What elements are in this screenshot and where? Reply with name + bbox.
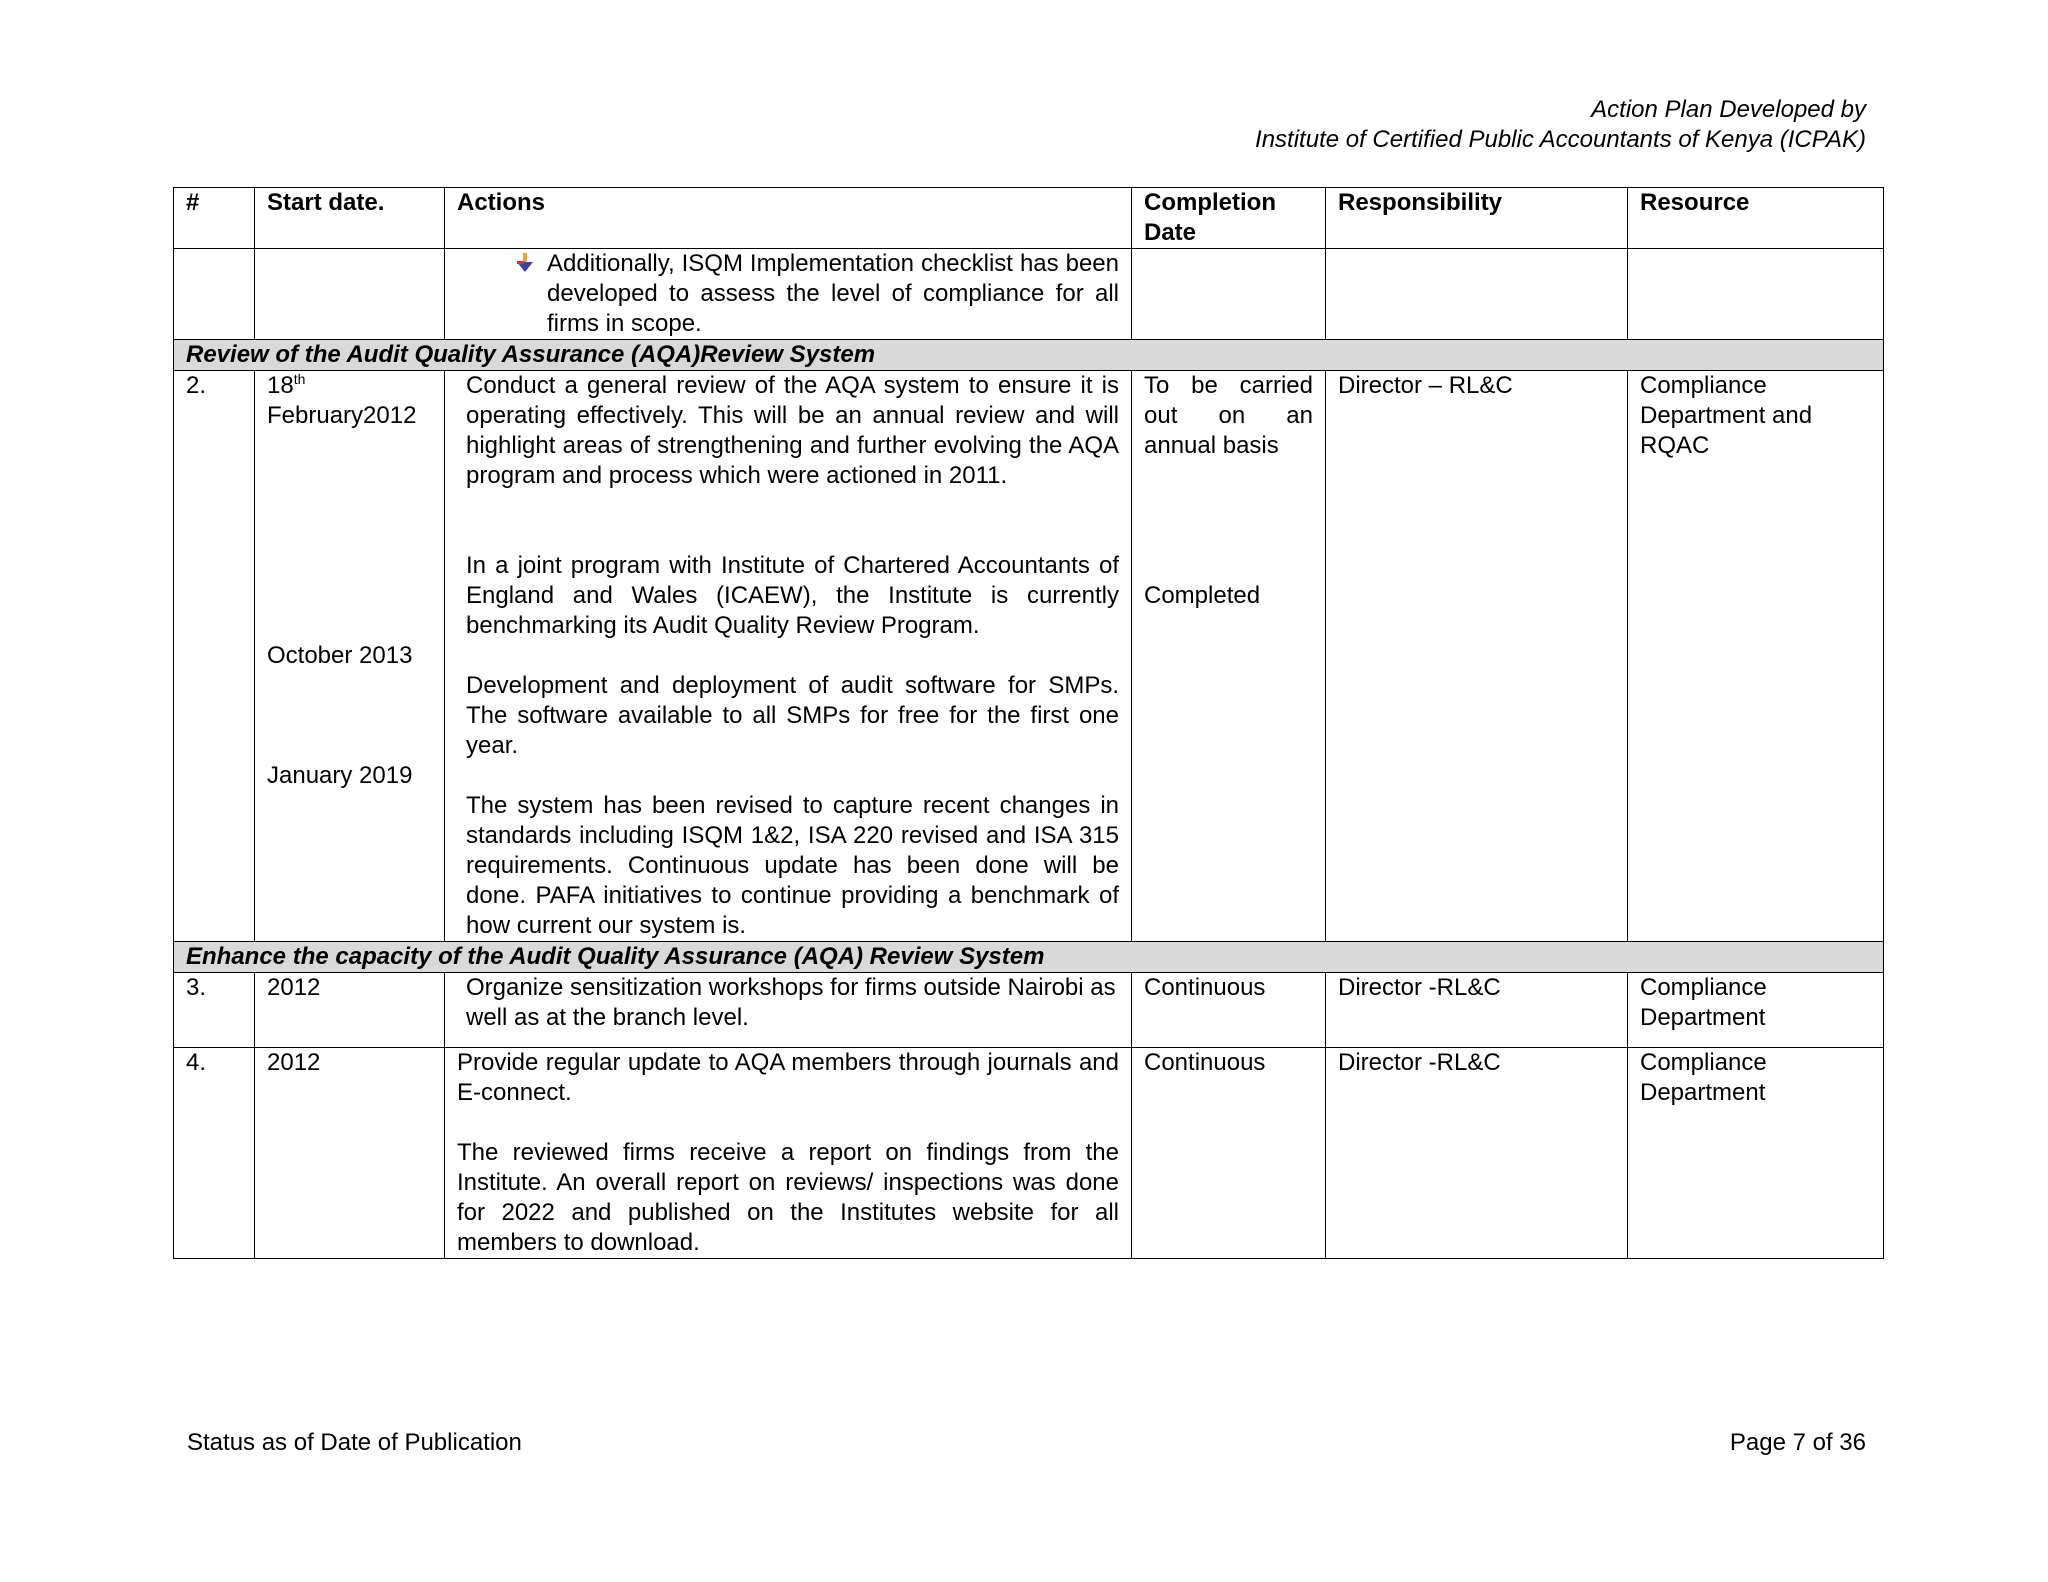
action-text-3: Development and deployment of audit software for SMPs. The software available to all SMPs for free for the first one year. <box>466 672 1119 759</box>
cell-completion-date: Continuous <box>1132 973 1326 1048</box>
table-row-4 <box>174 1048 1884 1259</box>
action-plan-table <box>173 187 1884 1259</box>
bullet-text: Additionally, ISQM Implementation checklist has been developed to assess the level of compliance for all firms in scope. <box>547 250 1119 337</box>
cell-resource: Compliance Department <box>1628 973 1884 1048</box>
section-title-enhance: Enhance the capacity of the Audit Quality Assurance (AQA) Review System <box>174 942 1884 973</box>
cell-completion-date <box>1132 371 1326 942</box>
cell-number: 4. <box>174 1048 255 1259</box>
page-header <box>1255 95 1866 155</box>
cell-actions <box>445 371 1132 942</box>
column-header-number: # <box>174 188 255 249</box>
start-date-1-month: February2012 <box>267 402 417 429</box>
column-header-start-date: Start date. <box>255 188 445 249</box>
cell-start-date <box>255 249 445 340</box>
cell-responsibility <box>1326 249 1628 340</box>
action-text-2: In a joint program with Institute of Chartered Accountants of England and Wales (ICAEW), the Institute is currently benchmarking its Audit Quality Review Program. <box>466 552 1119 639</box>
completion-text-2: Completed <box>1144 582 1261 609</box>
cell-start-date: 2012 <box>255 973 445 1048</box>
cell-completion-date: Continuous <box>1132 1048 1326 1259</box>
bullet-item <box>457 249 1119 339</box>
footer-page-number: Page 7 of 36 <box>1729 1429 1866 1456</box>
cell-start-date: 2012 <box>255 1048 445 1259</box>
start-date-3: January 2019 <box>267 762 413 789</box>
table-row-2 <box>174 371 1884 942</box>
header-line-1: Action Plan Developed by <box>1591 96 1866 123</box>
cell-number <box>174 249 255 340</box>
completion-text-1: To be carried out on an annual basis <box>1144 372 1313 459</box>
cell-actions <box>445 249 1132 340</box>
cell-actions <box>445 1048 1132 1259</box>
column-header-actions: Actions <box>445 188 1132 249</box>
table-header-row <box>174 188 1884 249</box>
column-header-completion-date: Completion Date <box>1132 188 1326 249</box>
cell-start-date <box>255 371 445 942</box>
start-date-1: 18th <box>267 371 306 399</box>
start-date-2: October 2013 <box>267 642 413 669</box>
action-text-4: The system has been revised to capture recent changes in standards including ISQM 1&2, ISA 220 revised and ISA 315 requirements. Continuous update has been done will be done. PAFA initiatives to continue providing a benchmark of how current our system is. <box>466 792 1119 939</box>
cell-actions: Organize sensitization workshops for firms outside Nairobi as well as at the branch level. <box>445 973 1132 1048</box>
cell-responsibility: Director -RL&C <box>1326 973 1628 1048</box>
cell-resource: Compliance Department and RQAC <box>1628 371 1884 942</box>
header-line-2: Institute of Certified Public Accountants of Kenya (ICPAK) <box>1255 126 1866 153</box>
section-row-enhance <box>174 942 1884 973</box>
arrow-bullet-icon <box>512 249 547 339</box>
cell-resource: Compliance Department <box>1628 1048 1884 1259</box>
cell-number: 2. <box>174 371 255 942</box>
column-header-resource: Resource <box>1628 188 1884 249</box>
column-header-responsibility: Responsibility <box>1326 188 1628 249</box>
footer-status: Status as of Date of Publication <box>187 1429 522 1456</box>
section-title-review: Review of the Audit Quality Assurance (AQA)Review System <box>174 340 1884 371</box>
action-text-1: Provide regular update to AQA members through journals and E-connect. <box>457 1049 1119 1106</box>
cell-number: 3. <box>174 973 255 1048</box>
table-row-3 <box>174 973 1884 1048</box>
section-row-review <box>174 340 1884 371</box>
action-text-1: Conduct a general review of the AQA system to ensure it is operating effectively. This will be an annual review and will highlight areas of strengthening and further evolving the AQA program and process which were actioned in 2011. <box>466 372 1119 489</box>
cell-completion-date <box>1132 249 1326 340</box>
cell-resource <box>1628 249 1884 340</box>
cell-responsibility: Director -RL&C <box>1326 1048 1628 1259</box>
table-row-continuation <box>174 249 1884 340</box>
action-text-2: The reviewed firms receive a report on findings from the Institute. An overall report on reviews/ inspections was done for 2022 and published on the Institutes website for all members to download. <box>457 1139 1119 1256</box>
cell-responsibility: Director – RL&C <box>1326 371 1628 942</box>
